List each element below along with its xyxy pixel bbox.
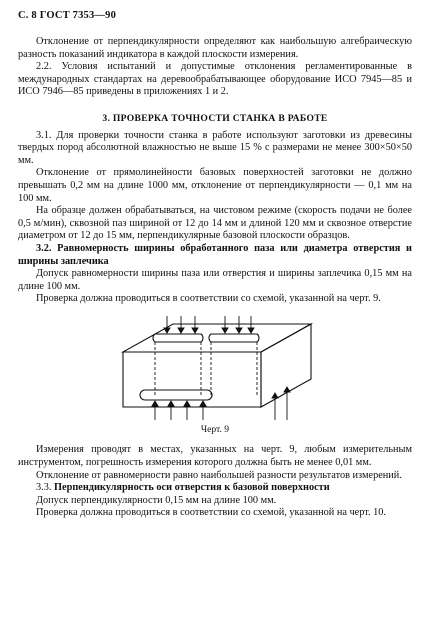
paragraph-tolerance: Допуск равномерности ширины паза или отверстия и ширины заплечика 0,15 мм на длине 100 мм.	[18, 268, 412, 292]
section-3-title: 3. ПРОВЕРКА ТОЧНОСТИ СТАНКА В РАБОТЕ	[102, 112, 328, 124]
page-header: С. 8 ГОСТ 7353—90	[18, 10, 117, 21]
section-heading: Перпендикулярность оси отверстия к базовой поверхности	[54, 482, 330, 494]
paragraph-3-3-title	[18, 482, 412, 495]
figure-9	[18, 312, 412, 422]
paragraph-perp-tolerance: Допуск перпендикулярности 0,15 мм на длине 100 мм.	[36, 494, 277, 506]
paragraph-straightness: Отклонение от прямолинейности базовых поверхностей заготовки не должно превышать 0,2 мм на длине 1000 мм, отклонение от перпендикулярности — 0,1 мм на 100 мм.	[18, 167, 412, 204]
paragraph-3-1: 3.1. Для проверки точности станка в работе используют заготовки из древесины твердых пород абсолютной влажностью не выше 15 % с размерами не менее 300×50×50 мм.	[18, 129, 412, 166]
section-number: 3.3.	[36, 482, 52, 494]
paragraph-measurements: Измерения проводят в местах, указанных на черт. 9, любым измерительным инструментом, погрешность измерения которого должна быть не менее 0,01 мм.	[18, 444, 412, 469]
paragraph-check-fig10: Проверка должна проводиться в соответствии со схемой, указанной на черт. 10.	[36, 507, 387, 519]
figure-caption: Черт. 9	[200, 423, 230, 435]
workpiece-drawing	[115, 312, 315, 422]
paragraph-deviation: Отклонение от равномерности равно наибольшей разности результатов измерений.	[36, 469, 402, 481]
paragraph-3-2-title: 3.2. Равномерность ширины обработанного паза или диаметра отверстия и ширины заплечика	[18, 242, 412, 267]
paragraph-perpendicularity: Отклонение от перпендикулярности определяют как наибольшую алгебраическую разность показаний индикатора в каждой плоскости измерения.	[18, 36, 412, 60]
paragraph-check-fig9: Проверка должна проводиться в соответствии со схемой, указанной на черт. 9.	[36, 293, 381, 305]
paragraph-2-2: 2.2. Условия испытаний и допустимые отклонения регламентированные в международных стандартах на деревообрабатывающее оборудование ИСО 7945—85 и ИСО 7946—85 приведены в приложениях 1 и 2.	[18, 61, 412, 98]
paragraph-sample: На образце должен обрабатываться, на чистовом режиме (скорость подачи не более 0,5 м/мин), сквозной паз шириной от 12 до 14 мм и длиной 120 мм и сквозное отверстие диаметром от 12 до 15 мм, перпендикулярные базовой плоскости образцов.	[18, 205, 412, 242]
page-content	[18, 36, 412, 520]
